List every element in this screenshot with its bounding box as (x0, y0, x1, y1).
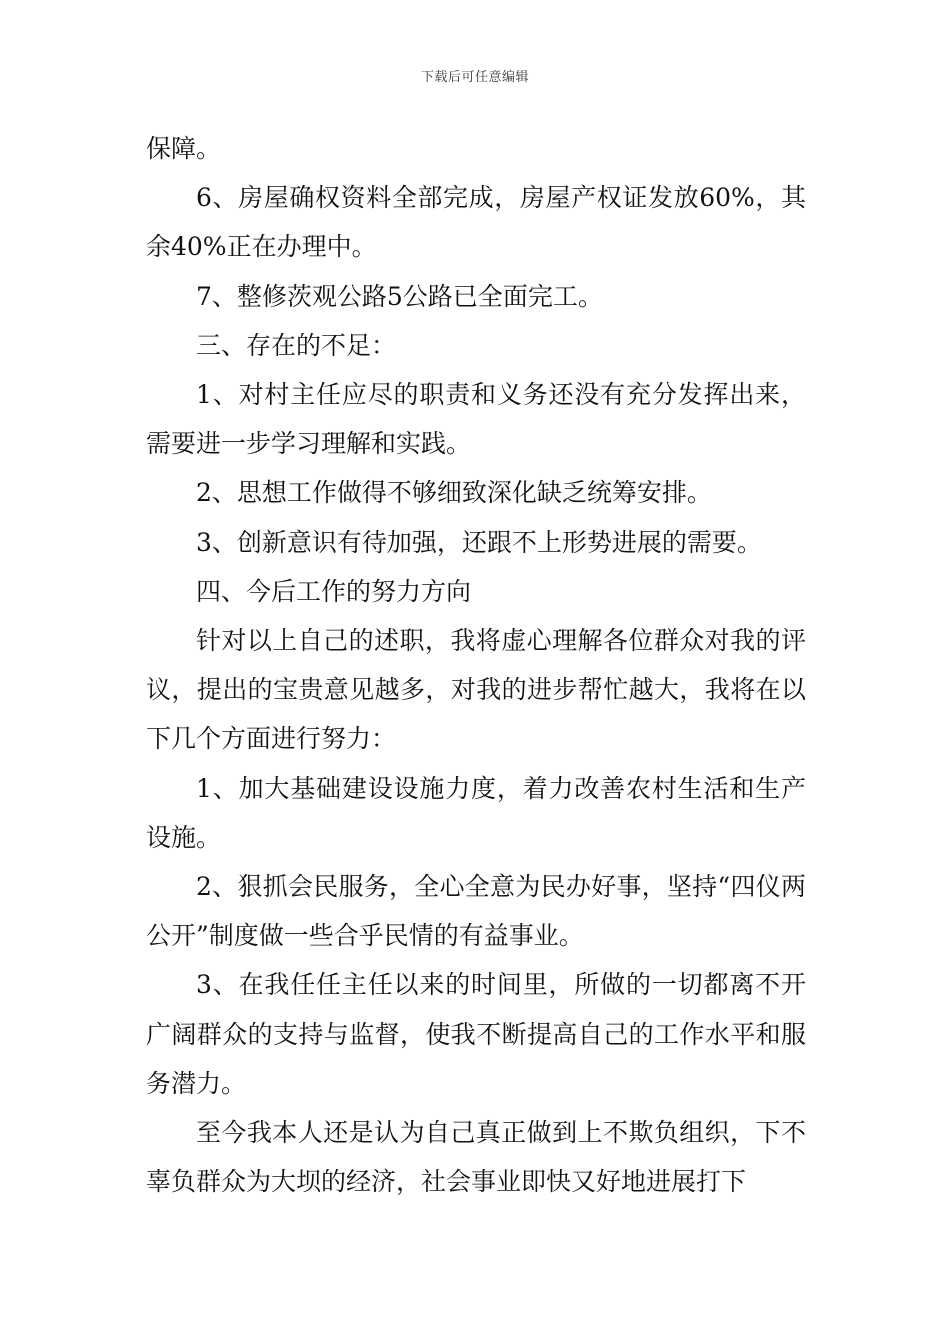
paragraph-item-7: 7、整修茨观公路5公路已全面完工。 (196, 281, 603, 311)
section-heading-future-direction: 四、今后工作的努力方向 (196, 576, 472, 606)
paragraph-effort-1: 1、加大基础建设设施力度，着力改善农村生活和生产设施。 (146, 773, 806, 852)
document-body (146, 124, 806, 1206)
section-heading-shortcomings: 三、存在的不足： (196, 330, 397, 360)
paragraph-effort-3: 3、在我任任主任以来的时间里，所做的一切都离不开广阔群众的支持与监督，使我不断提高自己的工作水平和服务潜力。 (146, 970, 806, 1098)
paragraph-closing: 至今我本人还是认为自己真正做到上不欺负组织，下不辜负群众为大坝的经济，社会事业即快又好地进展打下 (146, 1118, 806, 1197)
page-header: 下载后可任意编辑 (420, 70, 529, 85)
paragraph-shortcoming-2: 2、思想工作做得不够细致深化缺乏统筹安排。 (196, 478, 712, 508)
paragraph-intro-efforts: 针对以上自己的述职，我将虚心理解各位群众对我的评议，提出的宝贵意见越多，对我的进步帮忙越大，我将在以下几个方面进行努力： (146, 626, 806, 754)
paragraph-shortcoming-3: 3、创新意识有待加强，还跟不上形势进展的需要。 (196, 527, 762, 557)
paragraph-item-6: 6、房屋确权资料全部完成，房屋产权证发放60%，其余40%正在办理中。 (146, 183, 806, 262)
paragraph-effort-2: 2、狠抓会民服务，全心全意为民办好事，坚持“四仪两公开”制度做一些合乎民情的有益事业。 (146, 872, 806, 951)
paragraph-continuation: 保障。 (146, 134, 222, 163)
paragraph-shortcoming-1: 1、对村主任应尽的职责和义务还没有充分发挥出来，需要进一步学习理解和实践。 (146, 380, 806, 459)
